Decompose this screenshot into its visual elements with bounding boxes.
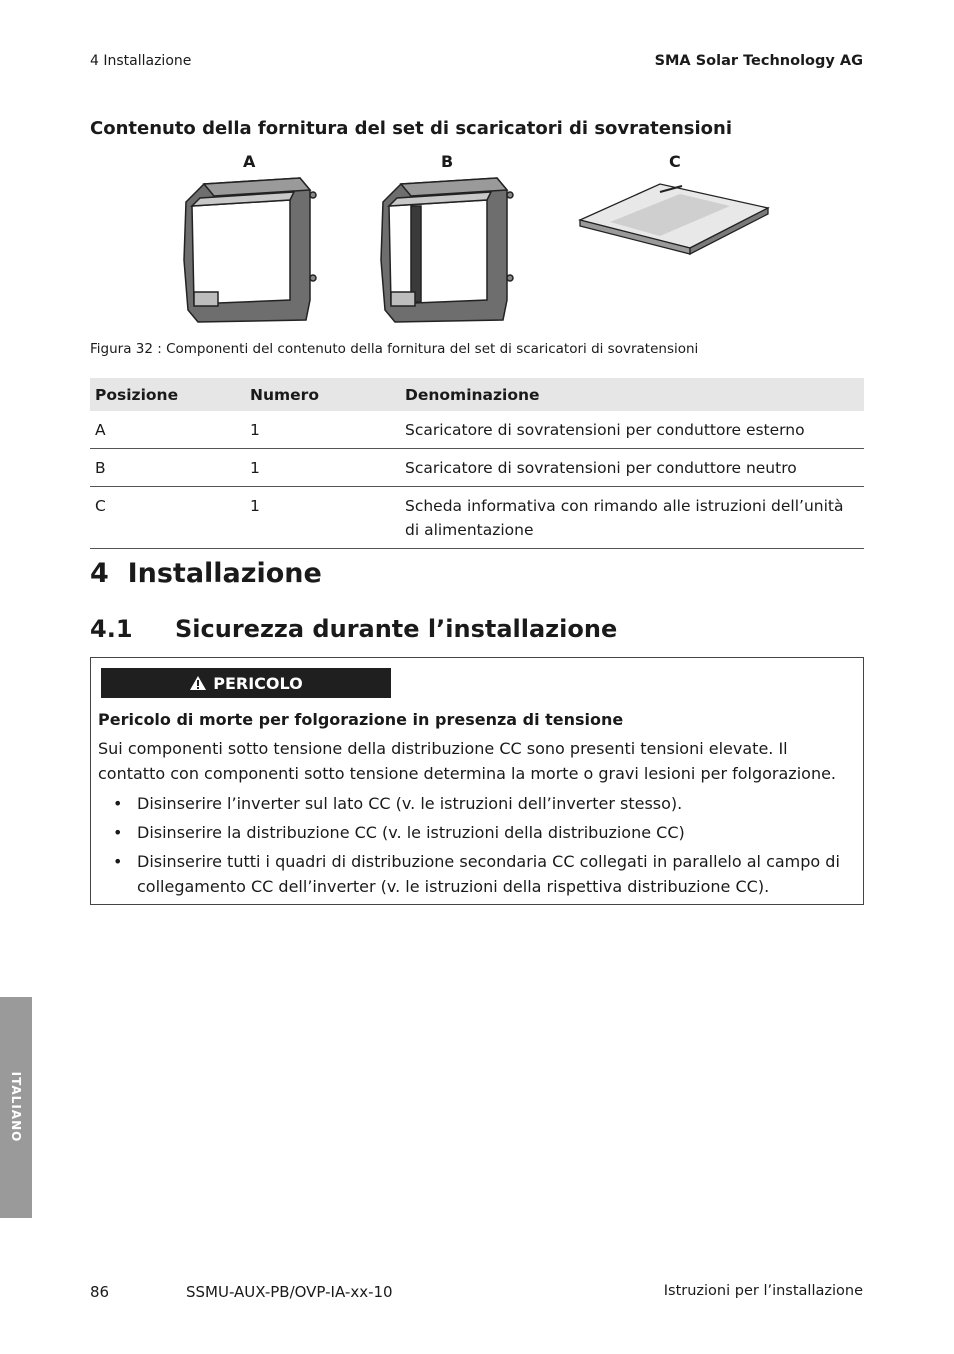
document-code: SSMU-AUX-PB/OVP-IA-xx-10: [186, 1283, 393, 1301]
bullet-marker: •: [113, 794, 123, 813]
col-header-designation: Denominazione: [400, 378, 864, 411]
bullet-marker: •: [113, 852, 123, 871]
bullet-item: Disinserire l’inverter sul lato CC (v. le istruzioni dell’inverter stesso).: [137, 794, 683, 813]
cell-position: A: [90, 411, 245, 449]
info-sheet-illustration: [580, 184, 768, 254]
cell-designation: Scheda informativa con rimando alle istruzioni dell’unità di alimentazione: [400, 487, 864, 549]
cell-quantity: 1: [245, 487, 400, 549]
delivery-contents-table: [90, 378, 864, 549]
table-row: [90, 411, 864, 449]
bullet-item: Disinserire la distribuzione CC (v. le istruzioni della distribuzione CC): [137, 823, 685, 842]
figure-label-a: A: [243, 152, 256, 171]
cell-position: B: [90, 449, 245, 487]
running-header-chapter: 4 Installazione: [90, 53, 192, 69]
col-header-quantity: Numero: [245, 378, 400, 411]
delivery-contents-figure: [170, 170, 790, 335]
table-row: [90, 449, 864, 487]
danger-description: Sui componenti sotto tensione della distribuzione CC sono presenti tensioni elevate. Il contatto con componenti sotto tensione determina la morte o gravi lesioni per folgorazione.: [98, 739, 837, 783]
surge-arrester-external-illustration: [184, 178, 316, 322]
table-header-row: [90, 378, 864, 411]
language-side-tab: [0, 997, 32, 1218]
cell-designation: Scaricatore di sovratensioni per conduttore neutro: [400, 449, 864, 487]
running-header-company: SMA Solar Technology AG: [654, 53, 863, 69]
figure-label-c: C: [669, 152, 681, 171]
surge-arrester-neutral-illustration: [381, 178, 513, 322]
page-number: 86: [90, 1283, 110, 1301]
cell-designation: Scaricatore di sovratensioni per conduttore esterno: [400, 411, 864, 449]
cell-position: C: [90, 487, 245, 549]
section-title: Contenuto della fornitura del set di scaricatori di sovratensioni: [90, 118, 733, 139]
cell-quantity: 1: [245, 449, 400, 487]
cell-quantity: 1: [245, 411, 400, 449]
danger-heading: Pericolo di morte per folgorazione in presenza di tensione: [98, 710, 624, 729]
warning-triangle-icon: [189, 675, 207, 691]
bullet-item: Disinserire tutti i quadri di distribuzione secondaria CC collegati in parallelo al campo di collegamento CC dell’inverter (v. le istruzioni della rispettiva distribuzione CC).: [137, 852, 840, 896]
subsection-title: Sicurezza durante l’installazione: [175, 615, 618, 643]
danger-notice: [90, 657, 864, 905]
bullet-marker: •: [113, 823, 123, 842]
document-title-footer: Istruzioni per l’installazione: [663, 1283, 863, 1299]
col-header-position: Posizione: [90, 378, 245, 411]
chapter-title: 4 Installazione: [90, 558, 322, 589]
figure-label-b: B: [441, 152, 454, 171]
danger-banner: [101, 668, 391, 698]
danger-banner-label: PERICOLO: [213, 673, 303, 693]
table-row: [90, 487, 864, 549]
subsection-number: 4.1: [90, 615, 133, 643]
language-label: ITALIANO: [9, 1071, 23, 1143]
figure-caption: Figura 32 : Componenti del contenuto della fornitura del set di scaricatori di sovratensioni: [90, 341, 699, 357]
